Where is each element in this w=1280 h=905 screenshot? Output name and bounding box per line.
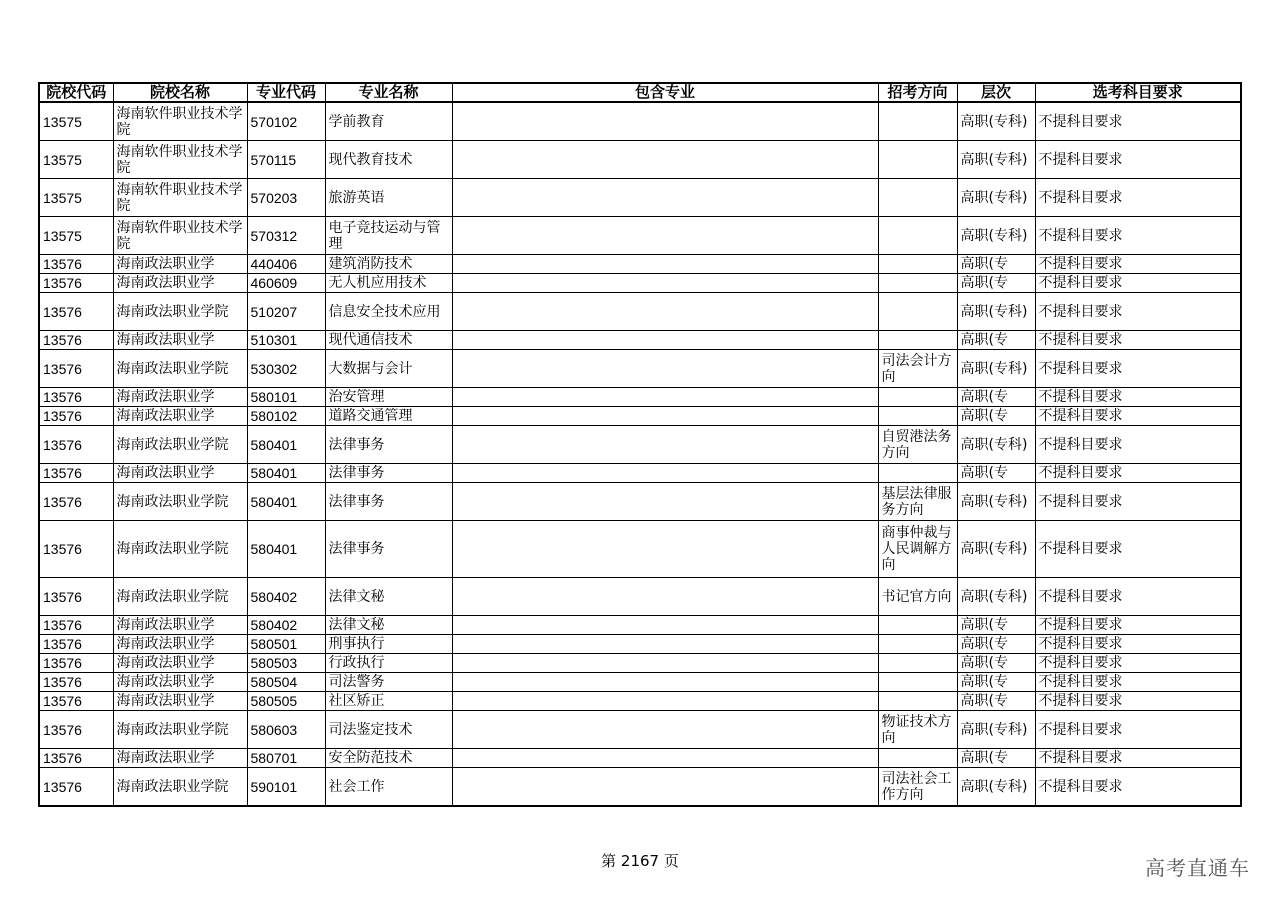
- major-name-cell: 道路交通管理: [325, 407, 452, 426]
- table-row: [39, 426, 1241, 464]
- major-code-cell: 580603: [247, 711, 325, 749]
- requirement-cell: 不提科目要求: [1035, 350, 1241, 388]
- includes-cell: [452, 255, 878, 274]
- table-row: [39, 407, 1241, 426]
- direction-cell: 书记官方向: [878, 578, 957, 616]
- level-cell: 高职(专科): [957, 483, 1035, 521]
- includes-cell: [452, 616, 878, 635]
- requirement-cell: 不提科目要求: [1035, 388, 1241, 407]
- major-code-cell: 580401: [247, 483, 325, 521]
- school-code-cell: 13576: [39, 711, 113, 749]
- includes-cell: [452, 483, 878, 521]
- level-cell: 高职(专科): [957, 711, 1035, 749]
- direction-cell: [878, 749, 957, 768]
- major-name-cell: 现代通信技术: [325, 331, 452, 350]
- direction-cell: [878, 102, 957, 141]
- requirement-cell: 不提科目要求: [1035, 293, 1241, 331]
- table-row: [39, 350, 1241, 388]
- includes-cell: [452, 578, 878, 616]
- includes-cell: [452, 426, 878, 464]
- includes-cell: [452, 654, 878, 673]
- includes-cell: [452, 388, 878, 407]
- table-row: [39, 616, 1241, 635]
- school-code-cell: 13576: [39, 673, 113, 692]
- school-name-cell: 海南政法职业学: [113, 464, 247, 483]
- school-code-cell: 13576: [39, 426, 113, 464]
- major-name-cell: 大数据与会计: [325, 350, 452, 388]
- level-cell: 高职(专科): [957, 350, 1035, 388]
- direction-cell: [878, 388, 957, 407]
- major-name-cell: 信息安全技术应用: [325, 293, 452, 331]
- includes-cell: [452, 274, 878, 293]
- direction-cell: [878, 179, 957, 217]
- table-row: [39, 388, 1241, 407]
- direction-cell: 自贸港法务方向: [878, 426, 957, 464]
- school-code-cell: 13576: [39, 635, 113, 654]
- major-code-cell: 580401: [247, 521, 325, 578]
- table-row: [39, 255, 1241, 274]
- table-row: [39, 692, 1241, 711]
- level-cell: 高职(专科): [957, 578, 1035, 616]
- major-name-cell: 治安管理: [325, 388, 452, 407]
- school-code-cell: 13576: [39, 578, 113, 616]
- school-code-cell: 13576: [39, 654, 113, 673]
- requirement-cell: 不提科目要求: [1035, 483, 1241, 521]
- table-row: [39, 768, 1241, 807]
- school-code-cell: 13576: [39, 616, 113, 635]
- level-cell: 高职(专: [957, 673, 1035, 692]
- major-code-cell: 580402: [247, 616, 325, 635]
- direction-cell: [878, 692, 957, 711]
- header-includes: 包含专业: [452, 83, 878, 102]
- requirement-cell: 不提科目要求: [1035, 673, 1241, 692]
- school-name-cell: 海南政法职业学: [113, 407, 247, 426]
- direction-cell: 商事仲裁与人民调解方向: [878, 521, 957, 578]
- level-cell: 高职(专: [957, 749, 1035, 768]
- school-code-cell: 13576: [39, 483, 113, 521]
- requirement-cell: 不提科目要求: [1035, 616, 1241, 635]
- requirement-cell: 不提科目要求: [1035, 426, 1241, 464]
- major-code-cell: 530302: [247, 350, 325, 388]
- school-name-cell: 海南政法职业学院: [113, 578, 247, 616]
- table-row: [39, 749, 1241, 768]
- table-row: [39, 102, 1241, 141]
- includes-cell: [452, 293, 878, 331]
- major-code-cell: 580501: [247, 635, 325, 654]
- level-cell: 高职(专: [957, 635, 1035, 654]
- table-row: [39, 521, 1241, 578]
- header-level: 层次: [957, 83, 1035, 102]
- level-cell: 高职(专: [957, 616, 1035, 635]
- school-code-cell: 13576: [39, 692, 113, 711]
- major-code-cell: 580102: [247, 407, 325, 426]
- header-school-name: 院校名称: [113, 83, 247, 102]
- requirement-cell: 不提科目要求: [1035, 141, 1241, 179]
- major-code-cell: 570115: [247, 141, 325, 179]
- direction-cell: [878, 141, 957, 179]
- level-cell: 高职(专科): [957, 293, 1035, 331]
- school-name-cell: 海南政法职业学: [113, 635, 247, 654]
- level-cell: 高职(专科): [957, 141, 1035, 179]
- major-name-cell: 法律事务: [325, 521, 452, 578]
- school-name-cell: 海南政法职业学: [113, 654, 247, 673]
- major-name-cell: 法律事务: [325, 483, 452, 521]
- direction-cell: 司法社会工作方向: [878, 768, 957, 807]
- direction-cell: [878, 293, 957, 331]
- requirement-cell: 不提科目要求: [1035, 654, 1241, 673]
- includes-cell: [452, 141, 878, 179]
- major-name-cell: 安全防范技术: [325, 749, 452, 768]
- level-cell: 高职(专科): [957, 521, 1035, 578]
- major-code-cell: 460609: [247, 274, 325, 293]
- header-major-name: 专业名称: [325, 83, 452, 102]
- table-row: [39, 331, 1241, 350]
- major-code-cell: 580402: [247, 578, 325, 616]
- level-cell: 高职(专科): [957, 768, 1035, 807]
- requirement-cell: 不提科目要求: [1035, 749, 1241, 768]
- includes-cell: [452, 692, 878, 711]
- major-code-cell: 570312: [247, 217, 325, 255]
- school-name-cell: 海南政法职业学: [113, 388, 247, 407]
- major-name-cell: 现代教育技术: [325, 141, 452, 179]
- school-name-cell: 海南政法职业学: [113, 692, 247, 711]
- school-name-cell: 海南政法职业学院: [113, 483, 247, 521]
- school-name-cell: 海南软件职业技术学院: [113, 179, 247, 217]
- direction-cell: [878, 654, 957, 673]
- table-row: [39, 464, 1241, 483]
- header-row: [39, 83, 1241, 102]
- direction-cell: [878, 331, 957, 350]
- requirement-cell: 不提科目要求: [1035, 635, 1241, 654]
- table-row: [39, 217, 1241, 255]
- level-cell: 高职(专: [957, 692, 1035, 711]
- school-name-cell: 海南政法职业学: [113, 331, 247, 350]
- requirement-cell: 不提科目要求: [1035, 102, 1241, 141]
- school-name-cell: 海南政法职业学院: [113, 711, 247, 749]
- major-code-cell: 570203: [247, 179, 325, 217]
- major-name-cell: 司法警务: [325, 673, 452, 692]
- school-name-cell: 海南政法职业学院: [113, 768, 247, 807]
- school-name-cell: 海南政法职业学: [113, 749, 247, 768]
- table-row: [39, 179, 1241, 217]
- requirement-cell: 不提科目要求: [1035, 711, 1241, 749]
- requirement-cell: 不提科目要求: [1035, 521, 1241, 578]
- direction-cell: [878, 407, 957, 426]
- table-row: [39, 673, 1241, 692]
- requirement-cell: 不提科目要求: [1035, 274, 1241, 293]
- includes-cell: [452, 350, 878, 388]
- major-code-cell: 580701: [247, 749, 325, 768]
- major-code-cell: 580505: [247, 692, 325, 711]
- major-code-cell: 590101: [247, 768, 325, 807]
- major-code-cell: 580401: [247, 464, 325, 483]
- includes-cell: [452, 749, 878, 768]
- requirement-cell: 不提科目要求: [1035, 407, 1241, 426]
- major-code-cell: 510207: [247, 293, 325, 331]
- direction-cell: 司法会计方向: [878, 350, 957, 388]
- school-name-cell: 海南软件职业技术学院: [113, 141, 247, 179]
- level-cell: 高职(专科): [957, 179, 1035, 217]
- major-name-cell: 社会工作: [325, 768, 452, 807]
- major-name-cell: 行政执行: [325, 654, 452, 673]
- school-code-cell: 13575: [39, 102, 113, 141]
- school-name-cell: 海南政法职业学院: [113, 350, 247, 388]
- major-name-cell: 建筑消防技术: [325, 255, 452, 274]
- includes-cell: [452, 521, 878, 578]
- direction-cell: [878, 635, 957, 654]
- requirement-cell: 不提科目要求: [1035, 768, 1241, 807]
- major-name-cell: 刑事执行: [325, 635, 452, 654]
- school-name-cell: 海南软件职业技术学院: [113, 217, 247, 255]
- direction-cell: [878, 616, 957, 635]
- major-name-cell: 法律文秘: [325, 578, 452, 616]
- level-cell: 高职(专: [957, 407, 1035, 426]
- major-name-cell: 法律事务: [325, 426, 452, 464]
- school-name-cell: 海南政法职业学: [113, 673, 247, 692]
- requirement-cell: 不提科目要求: [1035, 331, 1241, 350]
- includes-cell: [452, 407, 878, 426]
- level-cell: 高职(专: [957, 388, 1035, 407]
- admission-table: [38, 82, 1242, 807]
- school-code-cell: 13576: [39, 749, 113, 768]
- direction-cell: [878, 255, 957, 274]
- watermark-logo-text: 高考直通车: [1145, 856, 1250, 880]
- school-code-cell: 13576: [39, 388, 113, 407]
- school-name-cell: 海南政法职业学: [113, 255, 247, 274]
- includes-cell: [452, 711, 878, 749]
- school-name-cell: 海南政法职业学: [113, 274, 247, 293]
- table-row: [39, 654, 1241, 673]
- level-cell: 高职(专科): [957, 102, 1035, 141]
- requirement-cell: 不提科目要求: [1035, 692, 1241, 711]
- requirement-cell: 不提科目要求: [1035, 578, 1241, 616]
- table-row: [39, 293, 1241, 331]
- includes-cell: [452, 635, 878, 654]
- page-number: 第 2167 页: [601, 852, 679, 870]
- direction-cell: 物证技术方向: [878, 711, 957, 749]
- major-code-cell: 580401: [247, 426, 325, 464]
- major-code-cell: 510301: [247, 331, 325, 350]
- major-name-cell: 电子竞技运动与管理: [325, 217, 452, 255]
- school-code-cell: 13576: [39, 407, 113, 426]
- includes-cell: [452, 464, 878, 483]
- level-cell: 高职(专: [957, 464, 1035, 483]
- major-name-cell: 无人机应用技术: [325, 274, 452, 293]
- direction-cell: [878, 673, 957, 692]
- major-name-cell: 法律文秘: [325, 616, 452, 635]
- table-row: [39, 274, 1241, 293]
- requirement-cell: 不提科目要求: [1035, 217, 1241, 255]
- includes-cell: [452, 673, 878, 692]
- header-direction: 招考方向: [878, 83, 957, 102]
- includes-cell: [452, 179, 878, 217]
- school-code-cell: 13575: [39, 141, 113, 179]
- school-code-cell: 13576: [39, 293, 113, 331]
- level-cell: 高职(专科): [957, 217, 1035, 255]
- level-cell: 高职(专: [957, 331, 1035, 350]
- school-code-cell: 13576: [39, 768, 113, 807]
- school-code-cell: 13576: [39, 274, 113, 293]
- table-row: [39, 141, 1241, 179]
- major-name-cell: 旅游英语: [325, 179, 452, 217]
- requirement-cell: 不提科目要求: [1035, 179, 1241, 217]
- school-code-cell: 13576: [39, 464, 113, 483]
- level-cell: 高职(专: [957, 274, 1035, 293]
- school-name-cell: 海南政法职业学院: [113, 426, 247, 464]
- includes-cell: [452, 331, 878, 350]
- major-code-cell: 580504: [247, 673, 325, 692]
- school-code-cell: 13576: [39, 350, 113, 388]
- school-code-cell: 13575: [39, 217, 113, 255]
- includes-cell: [452, 768, 878, 807]
- includes-cell: [452, 217, 878, 255]
- school-code-cell: 13576: [39, 255, 113, 274]
- table-row: [39, 483, 1241, 521]
- includes-cell: [452, 102, 878, 141]
- level-cell: 高职(专科): [957, 426, 1035, 464]
- header-major-code: 专业代码: [247, 83, 325, 102]
- major-name-cell: 司法鉴定技术: [325, 711, 452, 749]
- school-name-cell: 海南政法职业学: [113, 616, 247, 635]
- direction-cell: 基层法律服务方向: [878, 483, 957, 521]
- major-name-cell: 社区矫正: [325, 692, 452, 711]
- major-code-cell: 580101: [247, 388, 325, 407]
- major-name-cell: 法律事务: [325, 464, 452, 483]
- school-name-cell: 海南政法职业学院: [113, 521, 247, 578]
- major-code-cell: 570102: [247, 102, 325, 141]
- direction-cell: [878, 274, 957, 293]
- header-requirement: 选考科目要求: [1035, 83, 1241, 102]
- major-name-cell: 学前教育: [325, 102, 452, 141]
- school-name-cell: 海南政法职业学院: [113, 293, 247, 331]
- level-cell: 高职(专: [957, 654, 1035, 673]
- school-code-cell: 13576: [39, 331, 113, 350]
- level-cell: 高职(专: [957, 255, 1035, 274]
- requirement-cell: 不提科目要求: [1035, 464, 1241, 483]
- header-school-code: 院校代码: [39, 83, 113, 102]
- major-code-cell: 580503: [247, 654, 325, 673]
- school-code-cell: 13576: [39, 521, 113, 578]
- table-row: [39, 711, 1241, 749]
- requirement-cell: 不提科目要求: [1035, 255, 1241, 274]
- school-name-cell: 海南软件职业技术学院: [113, 102, 247, 141]
- major-code-cell: 440406: [247, 255, 325, 274]
- table-row: [39, 578, 1241, 616]
- direction-cell: [878, 464, 957, 483]
- table-row: [39, 635, 1241, 654]
- school-code-cell: 13575: [39, 179, 113, 217]
- direction-cell: [878, 217, 957, 255]
